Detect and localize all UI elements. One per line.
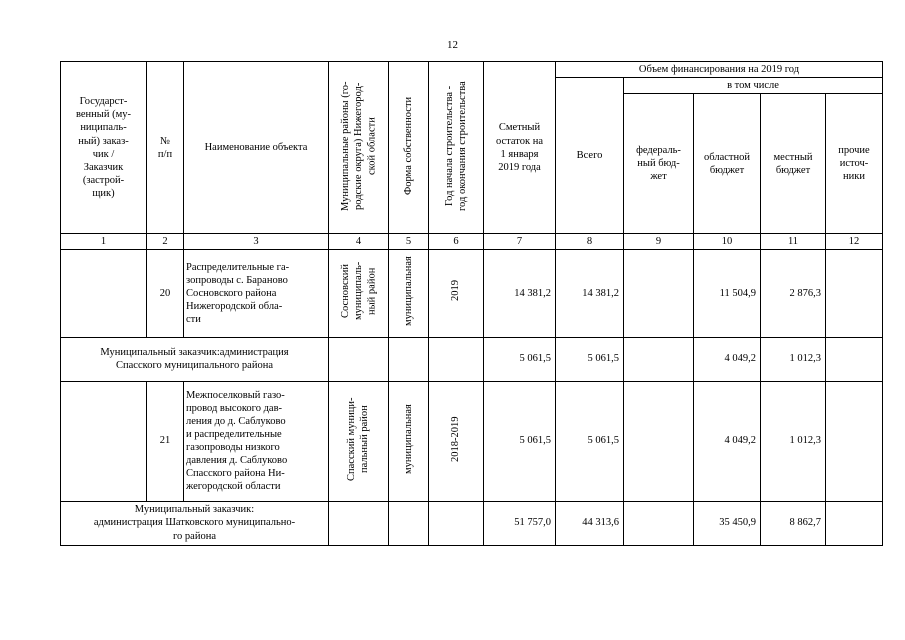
column-number: 12 — [826, 234, 883, 250]
header-districts: Муниципальные районы (го- родские округа) Нижегород- ской области — [329, 62, 389, 234]
summary-row — [61, 501, 883, 545]
header-other: прочие источ- ники — [826, 94, 883, 234]
empty-cell — [329, 337, 389, 381]
header-ownership: Форма собственности — [389, 62, 429, 234]
regional-value: 11 504,9 — [694, 250, 761, 337]
customer-cell — [61, 381, 147, 501]
summary-row — [61, 337, 883, 381]
ownership: муниципальная — [389, 381, 429, 501]
federal-value — [624, 381, 694, 501]
table-row — [61, 381, 883, 501]
total-value: 5 061,5 — [556, 337, 624, 381]
column-number: 7 — [484, 234, 556, 250]
local-value: 1 012,3 — [761, 337, 826, 381]
estimate-value: 14 381,2 — [484, 250, 556, 337]
header-years: Год начала строительства - год окончания строительства — [429, 62, 484, 234]
object-name: Распределительные га- зопроводы с. Бараново Сосновского района Нижегородской обла- сти — [184, 250, 329, 337]
local-value: 8 862,7 — [761, 501, 826, 545]
row-number: 21 — [147, 381, 184, 501]
header-object-name: Наименование объекта — [184, 62, 329, 234]
local-value: 1 012,3 — [761, 381, 826, 501]
total-value: 14 381,2 — [556, 250, 624, 337]
column-number: 10 — [694, 234, 761, 250]
column-number: 3 — [184, 234, 329, 250]
header-regional: областной бюджет — [694, 94, 761, 234]
column-number: 6 — [429, 234, 484, 250]
column-number: 11 — [761, 234, 826, 250]
other-value — [826, 337, 883, 381]
empty-cell — [389, 337, 429, 381]
empty-cell — [429, 337, 484, 381]
header-customer: Государст- венный (му- ниципаль- ный) заказ- чик / Заказчик (застрой- щик) — [61, 62, 147, 234]
federal-value — [624, 337, 694, 381]
regional-value: 4 049,2 — [694, 381, 761, 501]
total-value: 44 313,6 — [556, 501, 624, 545]
other-value — [826, 381, 883, 501]
header-estimate: Сметный остаток на 1 января 2019 года — [484, 62, 556, 234]
years: 2018-2019 — [429, 381, 484, 501]
column-number: 1 — [61, 234, 147, 250]
summary-label: Муниципальный заказчик:администрация Спасского муниципального района — [61, 337, 329, 381]
column-numbers-row — [61, 234, 883, 250]
years: 2019 — [429, 250, 484, 337]
column-number: 4 — [329, 234, 389, 250]
federal-value — [624, 250, 694, 337]
header-total: Всего — [556, 78, 624, 234]
column-number: 9 — [624, 234, 694, 250]
estimate-value: 5 061,5 — [484, 337, 556, 381]
summary-label: Муниципальный заказчик: администрация Шатковского муниципально- го района — [61, 501, 329, 545]
empty-cell — [389, 501, 429, 545]
customer-cell — [61, 250, 147, 337]
header-local: местный бюджет — [761, 94, 826, 234]
object-name: Межпоселковый газо- провод высокого дав- ления до д. Саблуково и распределительные газопроводы низкого давления д. Саблуково Спасского района Ни- жегородской области — [184, 381, 329, 501]
empty-cell — [329, 501, 389, 545]
page-number: 12 — [447, 39, 458, 51]
other-value — [826, 250, 883, 337]
empty-cell — [429, 501, 484, 545]
header-number: № п/п — [147, 62, 184, 234]
header-federal: федераль- ный бюд- жет — [624, 94, 694, 234]
row-number: 20 — [147, 250, 184, 337]
regional-value: 35 450,9 — [694, 501, 761, 545]
estimate-value: 51 757,0 — [484, 501, 556, 545]
estimate-value: 5 061,5 — [484, 381, 556, 501]
ownership: муниципальная — [389, 250, 429, 337]
column-number: 8 — [556, 234, 624, 250]
federal-value — [624, 501, 694, 545]
header-including: в том числе — [624, 78, 883, 94]
local-value: 2 876,3 — [761, 250, 826, 337]
district: Сосновский муниципаль- ный район — [329, 250, 389, 337]
table-row — [61, 250, 883, 337]
header-funding-group: Объем финансирования на 2019 год — [556, 62, 883, 78]
district: Спасский муници- пальный район — [329, 381, 389, 501]
total-value: 5 061,5 — [556, 381, 624, 501]
column-number: 5 — [389, 234, 429, 250]
financing-table — [60, 61, 883, 546]
column-number: 2 — [147, 234, 184, 250]
regional-value: 4 049,2 — [694, 337, 761, 381]
other-value — [826, 501, 883, 545]
